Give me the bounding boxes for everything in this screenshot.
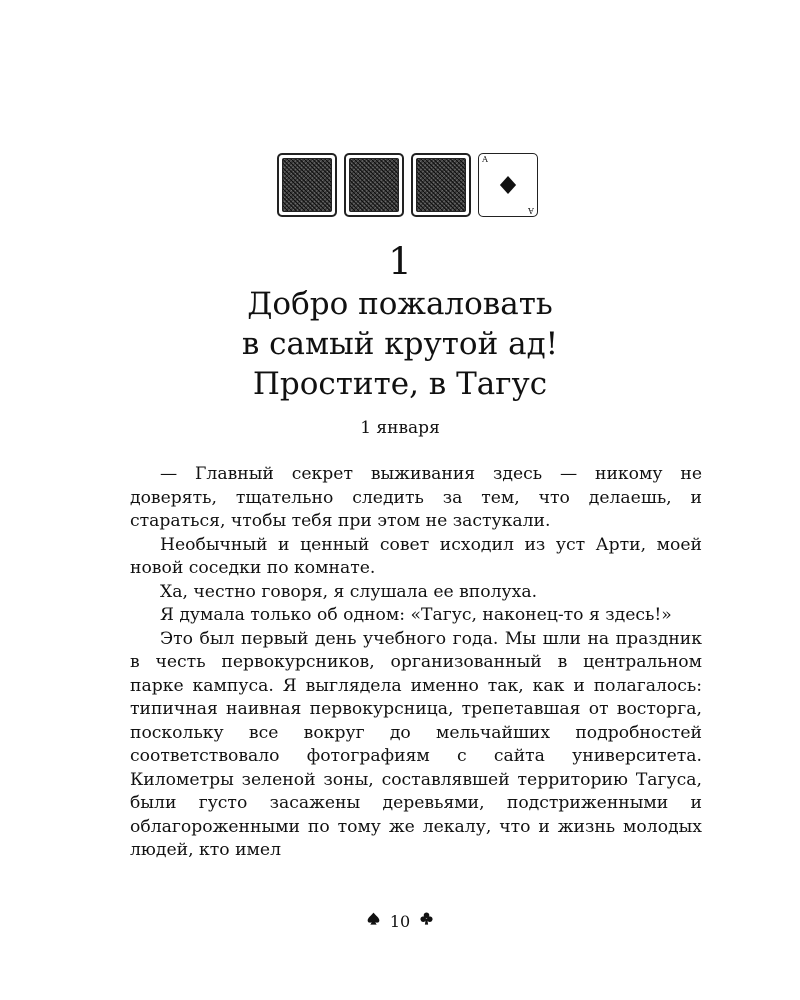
club-icon — [420, 911, 433, 933]
card-back-3 — [411, 153, 471, 217]
card-rank-bottom: A — [528, 206, 534, 215]
card-corner-rank-bottom — [527, 207, 535, 214]
ace-of-diamonds-card — [478, 153, 538, 217]
card-back-1 — [277, 153, 337, 217]
chapter-date: 1 января — [360, 418, 440, 438]
card-back-2 — [344, 153, 404, 217]
paragraph: — Главный секрет выживания здесь — никому не доверять, тщательно следить за тем, что делаешь, и стараться, чтобы тебя при этом не застукали. — [130, 464, 702, 531]
paragraph: Ха, честно говоря, я слушала ее вполуха. — [160, 581, 538, 602]
chapter-title-line-1: Добро пожаловать — [247, 286, 553, 322]
page-number: 10 — [389, 911, 411, 931]
paragraph: Необычный и ценный совет исходил из уст Арти, моей новой соседки по комнате. — [130, 534, 702, 578]
card-illustration — [277, 153, 538, 217]
body-text — [130, 463, 702, 863]
card-corner-rank — [481, 156, 489, 163]
chapter-number: 1 — [388, 240, 412, 283]
page-footer — [0, 910, 800, 933]
chapter-title-line-2: в самый крутой ад! — [241, 326, 559, 362]
card-rank-top: A — [482, 155, 488, 164]
diamond-icon — [499, 176, 517, 194]
paragraph: Я думала только об одном: «Тагус, наконец-то я здесь!» — [160, 605, 672, 625]
paragraph: Это был первый день учебного года. Мы шли на праздник в честь первокурсников, организованный в центральном парке кампуса. Я выглядела именно так, как и полагалось: типичная наивная первокурсница, трепетавшая от восторга, поскольку все вокруг до мельчайших подробностей соответствовало фотографиям с сайта университета. Километры зеленой зоны, составлявшей территорию Тагуса, были густо засажены деревьями, подстриженными и облагороженными по тому же лекалу, что и жизнь молодых людей, кто имел — [130, 628, 702, 860]
chapter-title-line-3: Простите, в Тагус — [252, 366, 548, 402]
chapter-title — [0, 284, 800, 404]
spade-icon — [367, 911, 380, 933]
